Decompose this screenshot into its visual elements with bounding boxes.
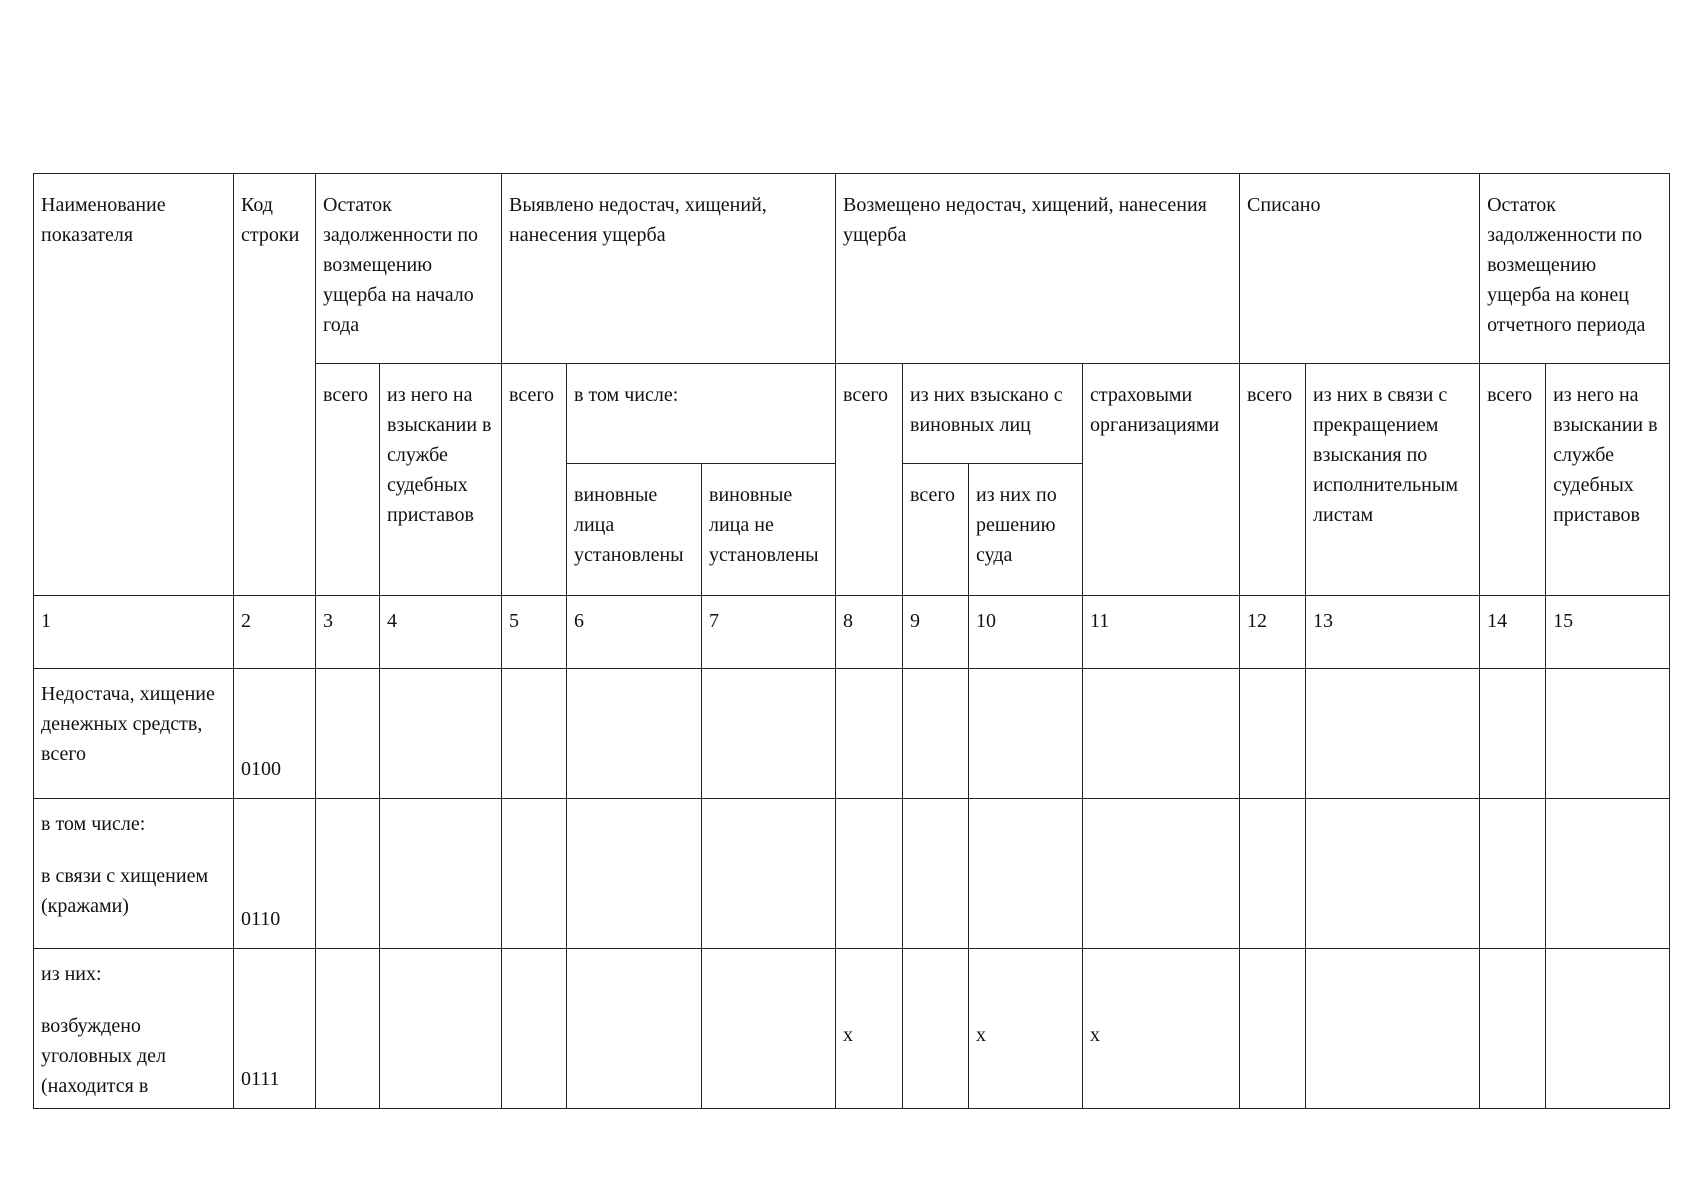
data-cell (903, 949, 969, 1109)
data-cell (1480, 949, 1546, 1109)
report-form (33, 173, 1669, 1109)
data-cell (567, 799, 702, 949)
data-cell (1240, 949, 1306, 1109)
header-row-1 (34, 174, 1670, 364)
column-numbers-row (34, 596, 1670, 669)
not-applicable-mark: x (1083, 949, 1240, 1109)
data-cell (567, 949, 702, 1109)
data-cell (1306, 949, 1480, 1109)
data-cell (316, 799, 380, 949)
data-cell (1546, 949, 1670, 1109)
row-label-line: в связи с хищением (кражами) (41, 865, 209, 917)
column-number: 7 (702, 596, 836, 669)
row-code: 0100 (234, 669, 316, 799)
data-cell (903, 669, 969, 799)
data-cell (502, 799, 567, 949)
row-label-line: в том числе: (41, 813, 146, 835)
data-cell (702, 799, 836, 949)
row-label-line: возбуждено уголовных дел (находится в (41, 1015, 167, 1097)
column-number: 2 (234, 596, 316, 669)
data-cell (1306, 669, 1480, 799)
column-number: 6 (567, 596, 702, 669)
header-balance-start: Остаток задолженности по возмещению ущерба на начало года (316, 174, 502, 364)
header-culprits-found: виновные лица установлены (567, 464, 702, 596)
column-number: 9 (903, 596, 969, 669)
column-number: 11 (1083, 596, 1240, 669)
data-cell (380, 799, 502, 949)
header-start-total: всего (316, 364, 380, 596)
header-balance-end: Остаток задолженности по возмещению ущерба на конец отчетного периода (1480, 174, 1670, 364)
row-code: 0111 (234, 949, 316, 1109)
header-start-bailiff: из него на взыскании в службе судебных приставов (380, 364, 502, 596)
data-cell (1480, 799, 1546, 949)
header-name: Наименование показателя (34, 174, 234, 596)
header-end-bailiff: из него на взыскании в службе судебных приставов (1546, 364, 1670, 596)
damage-report-table (33, 173, 1670, 1109)
row-label-line: из них: (41, 963, 102, 985)
data-cell (1240, 799, 1306, 949)
data-cell (1083, 669, 1240, 799)
table-row (34, 799, 1670, 949)
not-applicable-mark: x (969, 949, 1083, 1109)
header-written-off: Списано (1240, 174, 1480, 364)
data-cell (702, 669, 836, 799)
data-cell (316, 949, 380, 1109)
data-cell (836, 669, 903, 799)
header-writeoff-reason: из них в связи с прекращением взыскания по исполнительным листам (1306, 364, 1480, 596)
row-label (34, 669, 234, 799)
column-number: 15 (1546, 596, 1670, 669)
header-from-culprits: из них взыскано с виновных лиц (903, 364, 1083, 464)
column-number: 1 (34, 596, 234, 669)
data-cell (380, 949, 502, 1109)
header-culprits-not-found: виновные лица не установлены (702, 464, 836, 596)
row-label (34, 949, 234, 1109)
column-number: 13 (1306, 596, 1480, 669)
header-detected: Выявлено недостач, хищений, нанесения ущерба (502, 174, 836, 364)
data-cell (702, 949, 836, 1109)
data-cell (316, 669, 380, 799)
header-culprits-total: всего (903, 464, 969, 596)
data-cell (1240, 669, 1306, 799)
data-cell (380, 669, 502, 799)
data-cell (1546, 799, 1670, 949)
header-insurers: страховыми организациями (1083, 364, 1240, 596)
header-detected-including: в том числе: (567, 364, 836, 464)
table-row (34, 669, 1670, 799)
row-label (34, 799, 234, 949)
data-cell (903, 799, 969, 949)
row-label-line: Недостача, хищение денежных средств, всего (41, 683, 215, 765)
header-compensated: Возмещено недостач, хищений, нанесения ущерба (836, 174, 1240, 364)
header-comp-total: всего (836, 364, 903, 596)
column-number: 14 (1480, 596, 1546, 669)
data-cell (1083, 799, 1240, 949)
data-cell (1480, 669, 1546, 799)
column-number: 3 (316, 596, 380, 669)
header-written-total: всего (1240, 364, 1306, 596)
column-number: 10 (969, 596, 1083, 669)
not-applicable-mark: x (836, 949, 903, 1109)
column-number: 8 (836, 596, 903, 669)
column-number: 12 (1240, 596, 1306, 669)
header-detected-total: всего (502, 364, 567, 596)
data-cell (502, 669, 567, 799)
column-number: 5 (502, 596, 567, 669)
data-cell (567, 669, 702, 799)
column-number: 4 (380, 596, 502, 669)
row-code: 0110 (234, 799, 316, 949)
header-code: Код строки (234, 174, 316, 596)
data-cell (969, 799, 1083, 949)
data-cell (969, 669, 1083, 799)
header-by-court: из них по решению суда (969, 464, 1083, 596)
data-cell (1546, 669, 1670, 799)
data-cell (502, 949, 567, 1109)
header-end-total: всего (1480, 364, 1546, 596)
table-row (34, 949, 1670, 1109)
data-cell (836, 799, 903, 949)
data-cell (1306, 799, 1480, 949)
